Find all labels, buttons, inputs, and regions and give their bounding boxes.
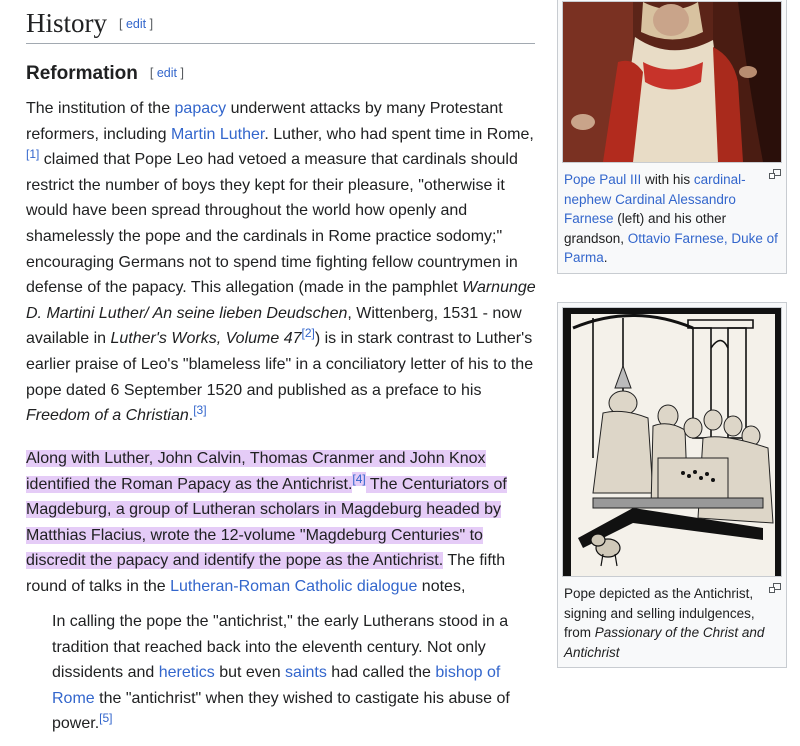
- citation-1[interactable]: [1]: [26, 147, 40, 162]
- text: The institution of the: [26, 100, 175, 117]
- link-lutheran-catholic-dialogue[interactable]: Lutheran-Roman Catholic dialogue: [170, 577, 418, 595]
- text: underwent attacks by many Protestant reformers, including: [26, 100, 503, 143]
- link-bishop-of-rome[interactable]: bishop of Rome: [52, 664, 501, 707]
- text: the "antichrist" when they wished to castigate his abuse of power.: [52, 689, 510, 733]
- text: .: [188, 407, 194, 425]
- link-saints[interactable]: saints: [285, 664, 327, 682]
- text: but even: [214, 664, 286, 682]
- citation-2[interactable]: [2]: [301, 326, 315, 341]
- text: . Luther, who had spent time in Rome,: [264, 125, 534, 143]
- enlarge-icon[interactable]: [769, 169, 781, 179]
- text: The fifth round of talks in the: [26, 552, 506, 595]
- citation-3[interactable]: [3]: [193, 403, 207, 418]
- woodcut-pope-antichrist: [563, 308, 782, 576]
- paragraph-antichrist: [26, 446, 538, 600]
- text: notes,: [417, 577, 466, 595]
- paragraph-papacy-attacks: [26, 96, 538, 429]
- figure-caption: [558, 167, 786, 274]
- history-edit-section: [ edit ]: [119, 17, 154, 31]
- reformation-edit-link[interactable]: edit: [156, 66, 178, 80]
- text: with his: [641, 172, 694, 187]
- woodcut-image[interactable]: [562, 307, 782, 577]
- link-alessandro-farnese[interactable]: Cardinal Alessandro Farnese: [564, 191, 736, 226]
- link-cardinal-nephew[interactable]: cardinal-nephew: [564, 172, 746, 207]
- freedom-title: Freedom of a Christian: [26, 407, 189, 425]
- works-title: Luther's Works, Volume 47: [110, 330, 302, 348]
- pamphlet-title: Warnunge D. Martini Luther/ An seine lieben Deudschen: [26, 279, 536, 322]
- reformation-heading: [26, 63, 184, 85]
- history-edit-link[interactable]: edit: [125, 17, 147, 31]
- text: In calling the pope the "antichrist," the early Lutherans stood in a tradition that reached back into the eleventh century. Not only dissidents and: [52, 613, 509, 682]
- figure-paul-iii: [557, 0, 787, 274]
- reformation-title: Reformation: [26, 63, 138, 84]
- book-title: Passionary of the Christ and Antichrist: [564, 625, 765, 660]
- text: had called the: [326, 664, 436, 682]
- citation-5[interactable]: [5]: [99, 711, 113, 726]
- text: claimed that Pope Leo had vetoed a measure that cardinals should restrict the number of boys they kept for their pleasure, "otherwise it would have been spread throughout the world how openly and shamelessly the pope and the cardinals in Rome practice sodomy;" encouraging Germans not to spend time fighting fellow countrymen in defense of the papacy. This allegation (made in the pamphlet: [26, 151, 518, 297]
- text: .: [603, 250, 608, 265]
- link-papacy[interactable]: papacy: [174, 100, 227, 117]
- history-heading: [26, 0, 535, 44]
- highlighted-text: Along with Luther, John Calvin, Thomas Cranmer and John Knox identified the Roman Papacy as the Antichrist.: [26, 450, 486, 493]
- reformation-edit-section: [ edit ]: [149, 66, 184, 80]
- enlarge-icon[interactable]: [769, 583, 781, 593]
- blockquote: [52, 609, 540, 737]
- link-pope-paul-iii[interactable]: Pope Paul III: [564, 172, 642, 187]
- painting-image[interactable]: [562, 1, 782, 163]
- highlighted-text: The Centuriators of Magdeburg, a group of Lutheran scholars in Magdeburg headed by Matthias Flacius, wrote the 12-volume "Magdeburg Centuries" to discredit the papacy and identify the pope as the Antichrist.: [26, 475, 507, 570]
- figure-antichrist-woodcut: [557, 302, 787, 668]
- link-heretics[interactable]: heretics: [158, 664, 215, 682]
- link-ottavio-farnese[interactable]: Ottavio Farnese, Duke of Parma: [564, 230, 778, 265]
- text: (left) and his other grandson,: [564, 211, 727, 246]
- history-title: History: [26, 8, 107, 38]
- text: Pope depicted as the Antichrist, signing and selling indulgences, from: [564, 586, 755, 640]
- figure-caption: [558, 581, 786, 668]
- text: ) is in stark contrast to Luther's earlier praise of Leo's "blameless life" in a conciliatory letter of his to the pope dated 6 September 1520 and published as a preface to his: [26, 330, 534, 399]
- link-martin-luther[interactable]: Martin Luther: [170, 125, 265, 143]
- article-body: [26, 0, 538, 733]
- citation-4[interactable]: [4]: [352, 471, 366, 486]
- painting-pope-paul-iii: [563, 2, 782, 162]
- text: , Wittenberg, 1531 - now available in: [26, 304, 522, 348]
